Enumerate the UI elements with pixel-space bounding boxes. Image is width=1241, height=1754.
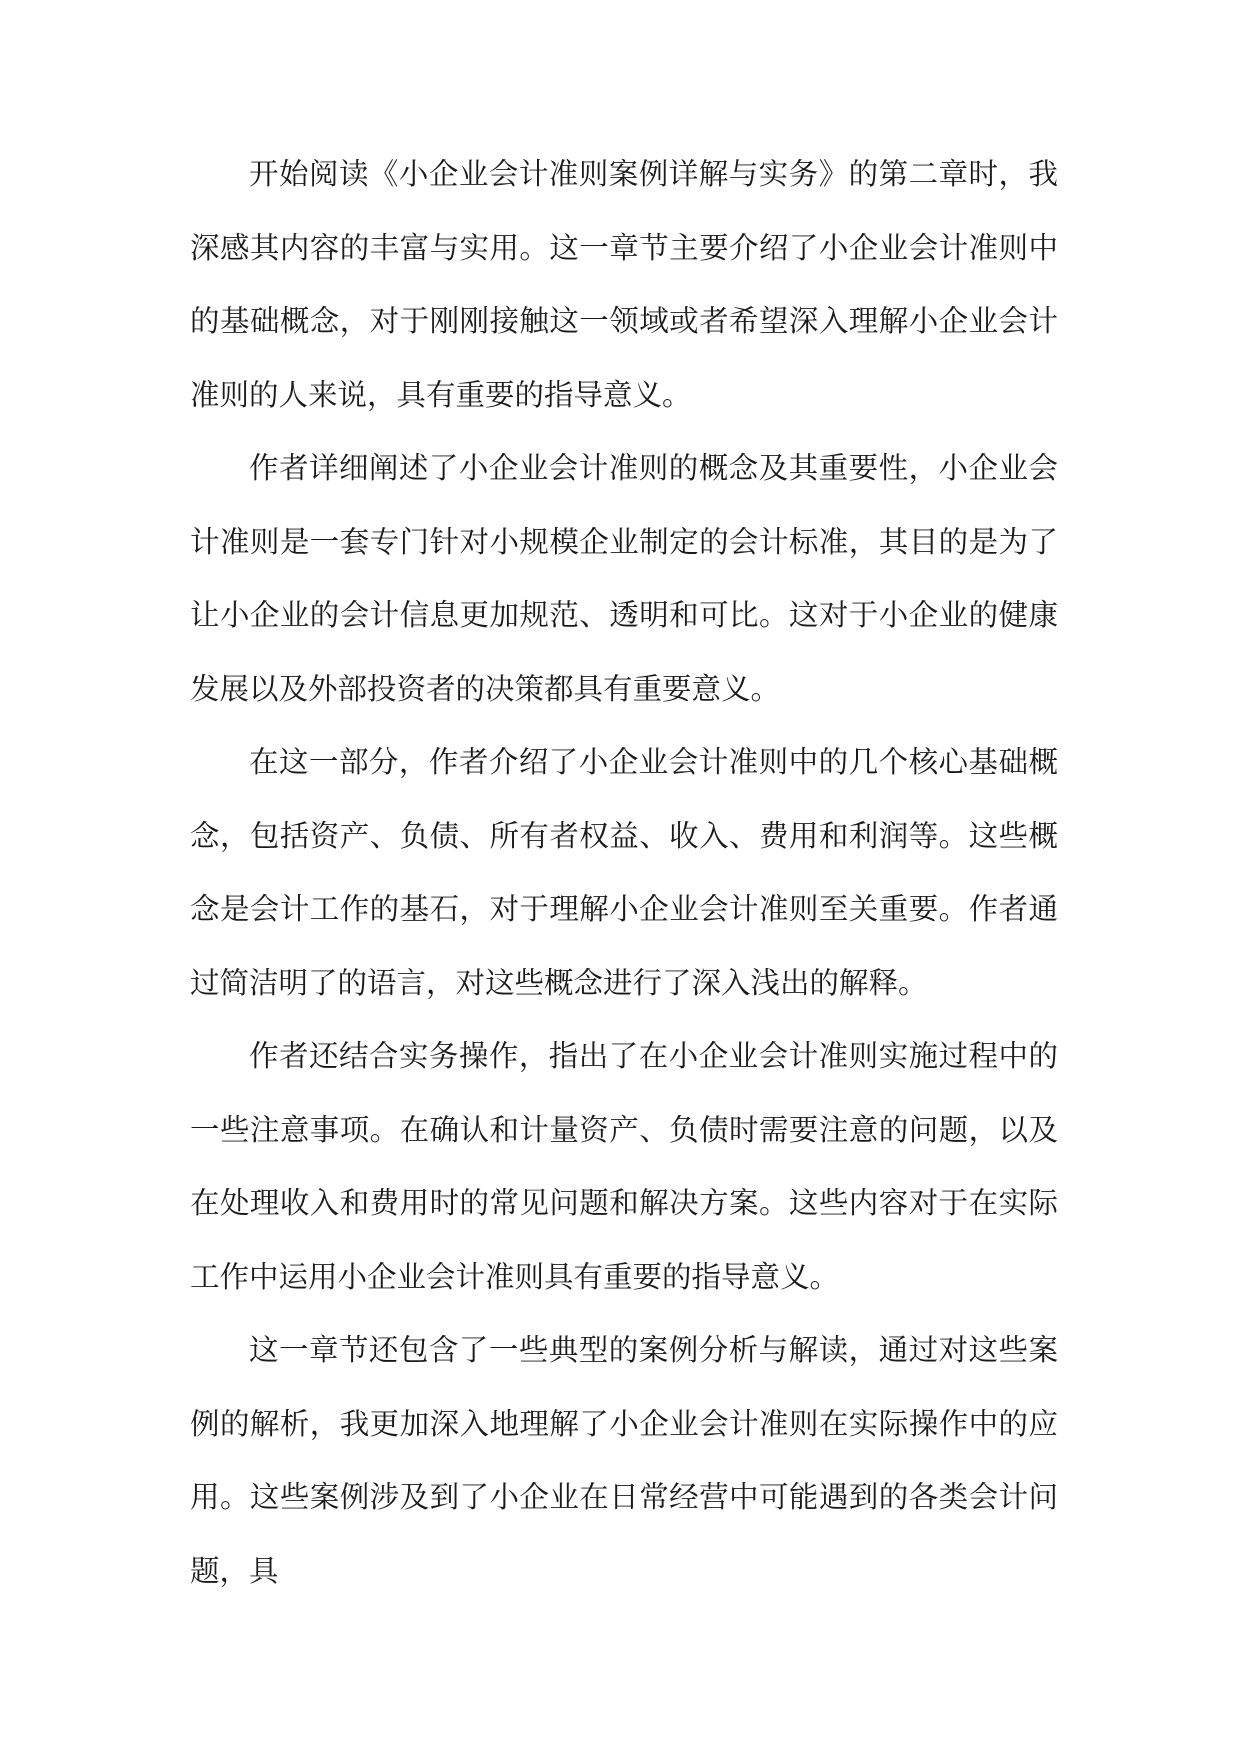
paragraph-5: 这一章节还包含了一些典型的案例分析与解读，通过对这些案例的解析，我更加深入地理解了小企业会计准则在实际操作中的应用。这些案例涉及到了小企业在日常经营中可能遇到的各类会计问题，具 [190, 1333, 1058, 1588]
paragraph-4: 作者还结合实务操作，指出了在小企业会计准则实施过程中的一些注意事项。在确认和计量资产、负债时需要注意的问题，以及在处理收入和费用时的常见问题和解决方案。这些内容对于在实际工作中运用小企业会计准则具有重要的指导意义。 [190, 1039, 1058, 1294]
paragraph-2: 作者详细阐述了小企业会计准则的概念及其重要性，小企业会计准则是一套专门针对小规模企业制定的会计标准，其目的是为了让小企业的会计信息更加规范、透明和可比。这对于小企业的健康发展以及外部投资者的决策都具有重要意义。 [190, 451, 1058, 706]
paragraph-3: 在这一部分，作者介绍了小企业会计准则中的几个核心基础概念，包括资产、负债、所有者权益、收入、费用和利润等。这些概念是会计工作的基石，对于理解小企业会计准则至关重要。作者通过简洁明了的语言，对这些概念进行了深入浅出的解释。 [190, 745, 1058, 1000]
document-body [190, 138, 1058, 1608]
paragraph-1: 开始阅读《小企业会计准则案例详解与实务》的第二章时，我深感其内容的丰富与实用。这一章节主要介绍了小企业会计准则中的基础概念，对于刚刚接触这一领域或者希望深入理解小企业会计准则的人来说，具有重要的指导意义。 [190, 157, 1058, 412]
